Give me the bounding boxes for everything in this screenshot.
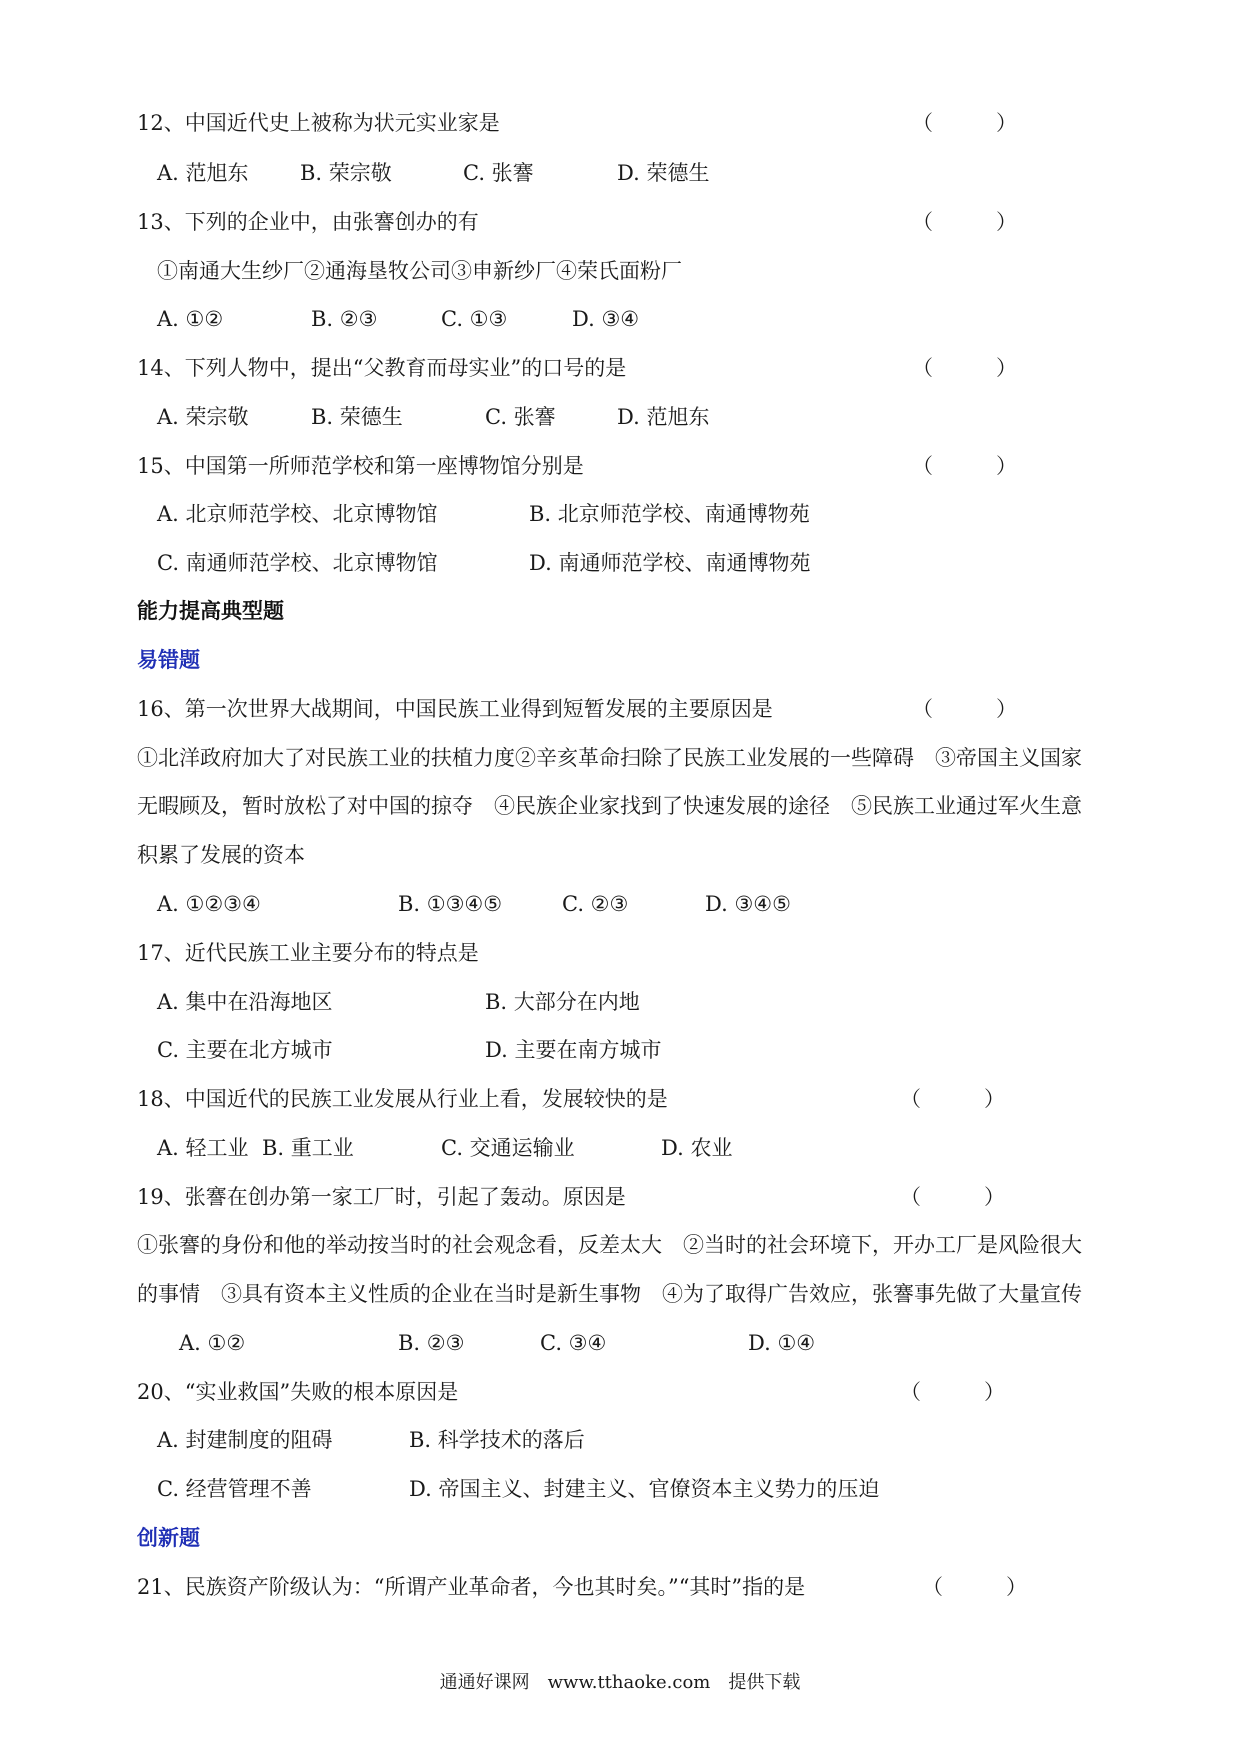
- question-19-stem: 19、张謇在创办第一家工厂时，引起了轰动。原因是: [137, 1185, 626, 1209]
- question-19-line-2: 的事情 ③具有资本主义性质的企业在当时是新生事物 ④为了取得广告效应，张謇事先做了大量宣传: [137, 1282, 1082, 1306]
- question-18-option-b: B. 重工业: [262, 1136, 354, 1160]
- question-14-answer-blank: （ ）: [912, 356, 1017, 380]
- question-15-option-b: B. 北京师范学校、南通博物苑: [529, 502, 810, 526]
- question-21-answer-blank: （ ）: [922, 1575, 1027, 1599]
- question-16-option-d: D. ③④⑤: [705, 892, 791, 916]
- question-12-stem: 12、中国近代史上被称为状元实业家是: [137, 111, 500, 135]
- question-12-answer-blank: （ ）: [912, 111, 1017, 135]
- question-19-option-d: D. ①④: [748, 1331, 816, 1355]
- section-error-prone: 易错题: [137, 648, 200, 672]
- question-19-option-a: A. ①②: [179, 1331, 246, 1355]
- question-17-option-d: D. 主要在南方城市: [485, 1038, 662, 1062]
- question-16-option-a: A. ①②③④: [157, 892, 261, 916]
- question-18-stem: 18、中国近代的民族工业发展从行业上看，发展较快的是: [137, 1087, 668, 1111]
- question-19-option-c: C. ③④: [540, 1331, 607, 1355]
- question-13-items: ①南通大生纱厂②通海垦牧公司③申新纱厂④荣氏面粉厂: [157, 259, 682, 283]
- question-20-option-b: B. 科学技术的落后: [409, 1428, 585, 1452]
- question-16-line-3: 积累了发展的资本: [137, 843, 305, 867]
- question-19-option-b: B. ②③: [398, 1331, 465, 1355]
- question-15-answer-blank: （ ）: [912, 454, 1017, 478]
- question-14-option-a: A. 荣宗敬: [157, 405, 249, 429]
- question-15-option-a: A. 北京师范学校、北京博物馆: [157, 502, 438, 526]
- question-13-answer-blank: （ ）: [912, 210, 1017, 234]
- question-15-option-c: C. 南通师范学校、北京博物馆: [157, 551, 438, 575]
- question-16-line-1: ①北洋政府加大了对民族工业的扶植力度②辛亥革命扫除了民族工业发展的一些障碍 ③帝国主义国家: [137, 746, 1082, 770]
- question-13-option-d: D. ③④: [572, 307, 640, 331]
- question-20-option-d: D. 帝国主义、封建主义、官僚资本主义势力的压迫: [409, 1477, 880, 1501]
- question-14-option-b: B. 荣德生: [311, 405, 403, 429]
- question-14-option-d: D. 范旭东: [617, 405, 710, 429]
- question-18-option-a: A. 轻工业: [157, 1136, 249, 1160]
- question-20-stem: 20、“实业救国”失败的根本原因是: [137, 1380, 459, 1404]
- question-21-stem: 21、民族资产阶级认为：“所谓产业革命者，今也其时矣。”“其时”指的是: [137, 1575, 806, 1599]
- question-18-option-c: C. 交通运输业: [441, 1136, 575, 1160]
- question-16-option-b: B. ①③④⑤: [398, 892, 503, 916]
- question-14-stem: 14、下列人物中，提出“父教育而母实业”的口号的是: [137, 356, 627, 380]
- question-17-option-a: A. 集中在沿海地区: [157, 990, 333, 1014]
- question-12-option-a: A. 范旭东: [157, 161, 249, 185]
- question-17-stem: 17、近代民族工业主要分布的特点是: [137, 941, 479, 965]
- question-14-option-c: C. 张謇: [485, 405, 556, 429]
- question-16-option-c: C. ②③: [562, 892, 629, 916]
- question-20-answer-blank: （ ）: [900, 1380, 1005, 1404]
- question-16-line-2: 无暇顾及，暂时放松了对中国的掠夺 ④民族企业家找到了快速发展的途径 ⑤民族工业通过军火生意: [137, 794, 1082, 818]
- question-18-answer-blank: （ ）: [900, 1087, 1005, 1111]
- question-20-option-c: C. 经营管理不善: [157, 1477, 312, 1501]
- question-16-stem: 16、第一次世界大战期间，中国民族工业得到短暂发展的主要原因是: [137, 697, 773, 721]
- question-13-stem: 13、下列的企业中，由张謇创办的有: [137, 210, 479, 234]
- question-16-answer-blank: （ ）: [912, 697, 1017, 721]
- page-footer: 通通好课网 www.tthaoke.com 提供下载: [439, 1672, 801, 1693]
- question-12-option-c: C. 张謇: [463, 161, 534, 185]
- question-13-option-b: B. ②③: [311, 307, 378, 331]
- question-12-option-b: B. 荣宗敬: [300, 161, 392, 185]
- question-13-option-c: C. ①③: [441, 307, 508, 331]
- question-15-option-d: D. 南通师范学校、南通博物苑: [529, 551, 811, 575]
- question-13-option-a: A. ①②: [157, 307, 224, 331]
- question-20-option-a: A. 封建制度的阻碍: [157, 1428, 333, 1452]
- section-innovative: 创新题: [137, 1526, 200, 1550]
- question-18-option-d: D. 农业: [661, 1136, 733, 1160]
- question-17-option-b: B. 大部分在内地: [485, 990, 640, 1014]
- question-15-stem: 15、中国第一所师范学校和第一座博物馆分别是: [137, 454, 584, 478]
- question-17-option-c: C. 主要在北方城市: [157, 1038, 333, 1062]
- section-title: 能力提高典型题: [137, 599, 284, 623]
- question-19-answer-blank: （ ）: [900, 1185, 1005, 1209]
- question-12-option-d: D. 荣德生: [617, 161, 710, 185]
- question-19-line-1: ①张謇的身份和他的举动按当时的社会观念看，反差太大 ②当时的社会环境下，开办工厂是风险很大: [137, 1233, 1082, 1257]
